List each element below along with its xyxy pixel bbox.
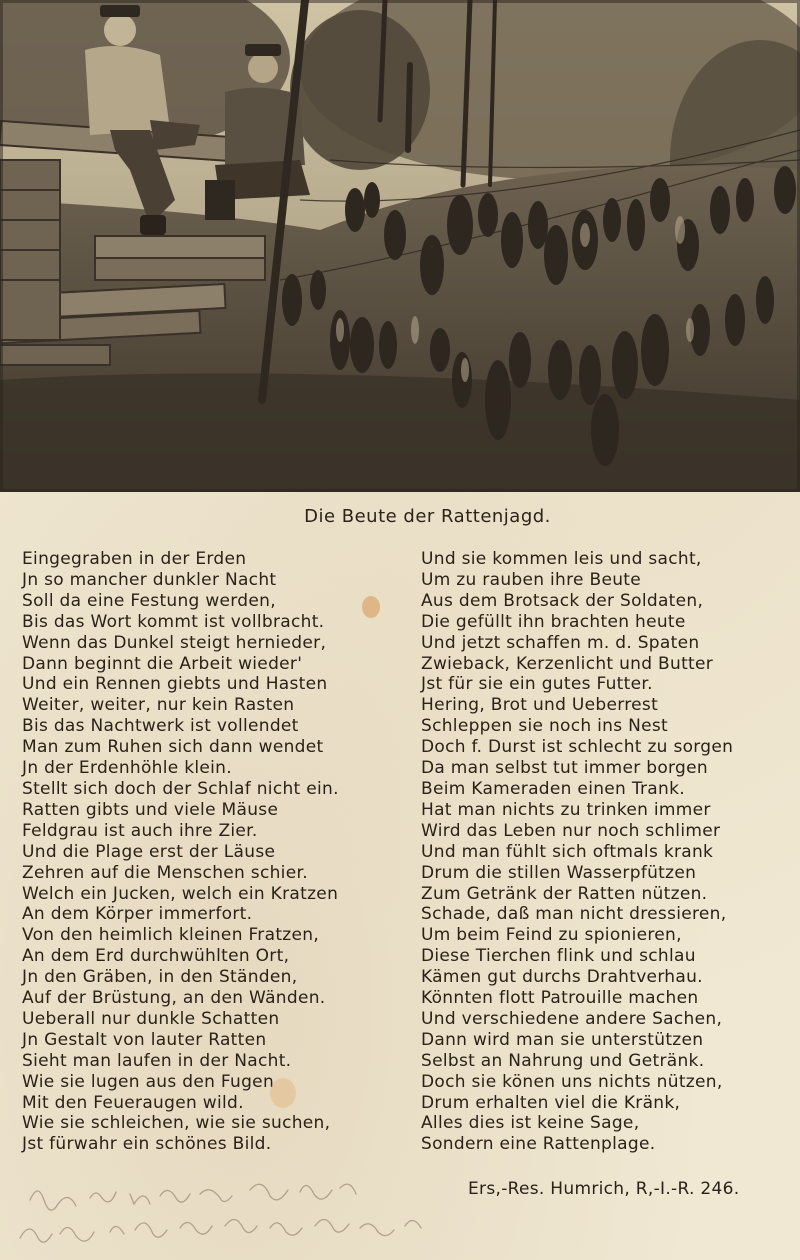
poem-line: Könnten flott Patrouille machen bbox=[421, 988, 699, 1009]
poem-right-column bbox=[421, 549, 793, 1155]
poem-line: Selbst an Nahrung und Getränk. bbox=[421, 1050, 705, 1071]
poem-line: Jn so mancher dunkler Nacht bbox=[22, 569, 277, 590]
poem-line: Ratten gibts und viele Mäuse bbox=[22, 799, 279, 820]
poem-line: Man zum Ruhen sich dann wendet bbox=[22, 737, 324, 758]
poem-line: Hat man nichts zu trinken immer bbox=[421, 799, 711, 820]
poem-line: Soll da eine Festung werden, bbox=[22, 590, 276, 611]
poem-line: Zehren auf die Menschen schier. bbox=[22, 862, 308, 883]
poem-line: Und sie kommen leis und sacht, bbox=[421, 549, 702, 569]
poem-line: Sieht man laufen in der Nacht. bbox=[22, 1050, 292, 1071]
poem-line: Diese Tierchen flink und schlau bbox=[421, 946, 696, 967]
poem-line: Jn Gestalt von lauter Ratten bbox=[22, 1029, 267, 1050]
poem-line: Die gefüllt ihn brachten heute bbox=[421, 611, 686, 632]
poem-line: Aus dem Brotsack der Soldaten, bbox=[421, 590, 704, 611]
photograph-icon bbox=[0, 0, 800, 492]
poem-line: Und jetzt schaffen m. d. Spaten bbox=[421, 632, 700, 653]
poem-line: Alles dies ist keine Sage, bbox=[421, 1113, 640, 1134]
poem-line: Sondern eine Rattenplage. bbox=[421, 1134, 656, 1155]
poem-line: Wenn das Dunkel steigt hernieder, bbox=[22, 632, 327, 653]
poem-line: Welch ein Jucken, welch ein Kratzen bbox=[22, 883, 339, 904]
poem-line: Hering, Brot und Ueberrest bbox=[421, 695, 659, 716]
poem-line: Von den heimlich kleinen Fratzen, bbox=[22, 925, 320, 946]
poem-line: Jn der Erdenhöhle klein. bbox=[22, 758, 232, 779]
poem-line: Um beim Feind zu spionieren, bbox=[421, 925, 682, 946]
poem-line: Drum erhalten viel die Kränk, bbox=[421, 1092, 681, 1113]
poem-line: Beim Kameraden einen Trank. bbox=[421, 778, 685, 799]
poem-line: Um zu rauben ihre Beute bbox=[421, 569, 642, 590]
poem-line: Weiter, weiter, nur kein Rasten bbox=[22, 695, 295, 716]
poem-line: Schleppen sie noch ins Nest bbox=[421, 716, 669, 737]
poem-line: Wie sie lugen aus den Fugen bbox=[22, 1071, 275, 1092]
poem-line: Feldgrau ist auch ihre Zier. bbox=[22, 820, 258, 841]
poem-line: Dann beginnt die Arbeit wieder' bbox=[22, 653, 303, 674]
poem-line: Doch sie könen uns nichts nützen, bbox=[421, 1071, 723, 1092]
poem-line: Kämen gut durchs Drahtverhau. bbox=[421, 967, 703, 988]
poem-line: An dem Körper immerfort. bbox=[22, 904, 253, 925]
handwritten-note-scribble bbox=[10, 1170, 460, 1255]
poem-line: Zum Getränk der Ratten nützen. bbox=[421, 883, 708, 904]
author-signature: Ers,-Res. Humrich, R,-I.-R. 246. bbox=[468, 1179, 740, 1199]
poem-line: Jn den Gräben, in den Ständen, bbox=[22, 967, 298, 988]
poem-line: Doch f. Durst ist schlecht zu sorgen bbox=[421, 737, 734, 758]
poem-line: Drum die stillen Wasserpfützen bbox=[421, 862, 697, 883]
poem-line: Wie sie schleichen, wie sie suchen, bbox=[22, 1113, 331, 1134]
poem-line: Und man fühlt sich oftmals krank bbox=[421, 841, 714, 862]
poem-line: Auf der Brüstung, an den Wänden. bbox=[22, 988, 326, 1009]
poem-line: Bis das Nachtwerk ist vollendet bbox=[22, 716, 299, 737]
poem-line: An dem Erd durchwühlten Ort, bbox=[22, 946, 290, 967]
poem-line: Wird das Leben nur noch schlimer bbox=[421, 820, 721, 841]
poem-line: Und ein Rennen giebts und Hasten bbox=[22, 674, 328, 695]
poem-line: Zwieback, Kerzenlicht und Butter bbox=[421, 653, 714, 674]
poem-line: Jst für sie ein gutes Futter. bbox=[421, 674, 653, 695]
poem-line: Und verschiedene andere Sachen, bbox=[421, 1008, 723, 1029]
poem-line: Jst fürwahr ein schönes Bild. bbox=[22, 1134, 272, 1155]
poem-line: Eingegraben in der Erden bbox=[22, 549, 247, 569]
trench-photograph bbox=[0, 0, 800, 492]
poem-line: Da man selbst tut immer borgen bbox=[421, 758, 708, 779]
poem-line: Dann wird man sie unterstützen bbox=[421, 1029, 704, 1050]
poem-line: Schade, daß man nicht dressieren, bbox=[421, 904, 727, 925]
poem-line: Bis das Wort kommt ist vollbracht. bbox=[22, 611, 325, 632]
poem-line: Mit den Feueraugen wild. bbox=[22, 1092, 244, 1113]
poem-left-column bbox=[22, 549, 407, 1155]
poem-line: Und die Plage erst der Läuse bbox=[22, 841, 276, 862]
photo-caption: Die Beute der Rattenjagd. bbox=[304, 506, 551, 527]
poem-line: Ueberall nur dunkle Schatten bbox=[22, 1008, 280, 1029]
poem-line: Stellt sich doch der Schlaf nicht ein. bbox=[22, 778, 339, 799]
